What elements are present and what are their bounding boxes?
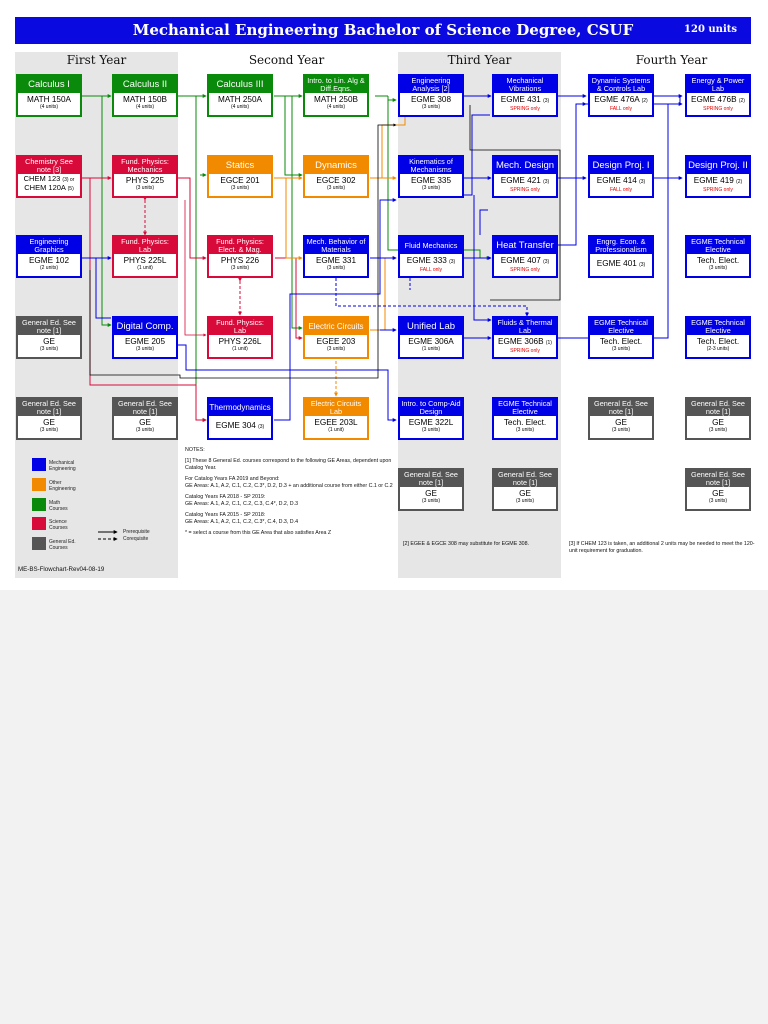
note-catalog-2015-areas: GE Areas: A.1, A.2, C.1, C.2, C.3*, C.4, D.3, D.4 [185, 519, 299, 525]
course-code: GE [139, 418, 151, 427]
notes-block [185, 447, 393, 537]
note-catalog-2015-heading: Catalog Years FA 2015 - SP 2018: [185, 512, 266, 518]
year-heading-2: Second Year [248, 53, 325, 67]
course-code: EGME 331 [315, 256, 357, 265]
course-title: Fund. Physics: Elect. & Mag. [209, 237, 271, 254]
course-title: Kinematics of Mechanisms [400, 157, 462, 174]
course-code: EGEE 203 [316, 337, 356, 346]
course-code: MATH 250B [314, 95, 358, 104]
course-code: MATH 150B [123, 95, 167, 104]
course-term-note: FALL only [609, 106, 633, 112]
course-code: PHYS 226L [218, 337, 262, 346]
course-units: (3 units) [39, 346, 59, 352]
course-code: EGME 407 (3) [500, 256, 550, 265]
course-units: (4 units) [326, 104, 346, 110]
course-electric-circuits-lab[interactable] [303, 397, 369, 440]
course-units: (3 units) [515, 427, 535, 433]
course-code: EGME 476A (2) [594, 95, 648, 104]
course-title: Heat Transfer [494, 237, 556, 254]
course-calculus-1[interactable] [16, 74, 82, 117]
course-title: Intro. to Comp-Aid Design [401, 399, 461, 416]
course-engineering-analysis[interactable] [398, 74, 464, 117]
course-code: EGME 102 [28, 256, 70, 265]
course-code: EGME 333 (3) [406, 256, 456, 265]
course-code: EGME 308 [410, 95, 452, 104]
course-general-ed-3[interactable] [112, 397, 178, 440]
course-code: EGME 419 (2) [693, 176, 743, 185]
note-catalog-2019-areas: GE Areas: A.1, A.2, C.1, C.2, C.3*, D.2, D.3 + an additional course from either C.1 or C.2 [185, 483, 393, 489]
course-code: EGME 401 (3) [596, 259, 646, 268]
course-code: GE [425, 489, 437, 498]
course-general-ed-8[interactable] [685, 468, 751, 511]
revision-footer: ME-BS-Flowchart-Rev04-08-19 [18, 566, 105, 573]
course-units: (3 units) [708, 498, 728, 504]
course-code: EGME 205 [124, 337, 166, 346]
course-heat-transfer[interactable] [492, 235, 558, 278]
course-title: General Ed. See note [1] [400, 470, 462, 487]
course-title: General Ed. See note [1] [114, 399, 176, 416]
course-units: (3 units) [421, 498, 441, 504]
course-code: Tech. Elect. [599, 337, 643, 346]
course-units: (3 units) [39, 427, 59, 433]
course-tech-elective-4[interactable] [492, 397, 558, 440]
course-units: (3 units) [230, 265, 250, 271]
course-code: EGCE 302 [316, 176, 356, 185]
course-design-project-2[interactable] [685, 155, 751, 198]
course-units: (2 units) [39, 265, 59, 271]
course-physics-lab-225l[interactable] [112, 235, 178, 278]
course-fluids-thermal-lab[interactable] [492, 316, 558, 359]
course-code: EGME 306B (1) [498, 337, 552, 346]
course-title: Fluid Mechanics [400, 237, 462, 254]
course-statics[interactable] [207, 155, 273, 198]
course-code-option-1: CHEM 123 (3) or [23, 174, 75, 183]
course-mech-design[interactable] [492, 155, 558, 198]
course-title: Mech. Design [494, 157, 556, 174]
course-tech-elective-2[interactable] [588, 316, 654, 359]
year-heading-4: Fourth Year [635, 53, 708, 67]
course-engineering-economics[interactable] [588, 235, 654, 278]
course-title: Statics [209, 157, 271, 174]
legend-swatch-other [32, 478, 46, 491]
course-general-ed-7[interactable] [492, 468, 558, 511]
course-code: EGME 476B (2) [691, 95, 745, 104]
note-3: [3] If CHEM 123 is taken, an additional 2 units may be needed to meet the 120-unit requirement for graduation. [569, 541, 755, 554]
course-units: (3 units) [421, 104, 441, 110]
course-physics-elect-mag[interactable] [207, 235, 273, 278]
course-code: Tech. Elect. [696, 256, 740, 265]
course-chemistry[interactable] [16, 155, 82, 198]
course-unified-lab[interactable] [398, 316, 464, 359]
course-thermodynamics[interactable] [207, 397, 273, 440]
course-title: Fluids & Thermal Lab [494, 318, 556, 335]
course-term-note: SPRING only [510, 106, 540, 112]
legend-prerequisite: Prerequisite [123, 529, 150, 535]
course-electric-circuits[interactable] [303, 316, 369, 359]
course-code: GE [615, 418, 627, 427]
course-energy-power-lab[interactable] [685, 74, 751, 117]
course-mech-behavior-materials[interactable] [303, 235, 369, 278]
note-catalog-2019-heading: For Catalog Years FA 2019 and Beyond: [185, 476, 280, 482]
course-title: General Ed. See note [1] [494, 470, 556, 487]
course-units: (3 units) [421, 185, 441, 191]
course-title: Calculus III [209, 76, 271, 93]
legend-label-other: Other Engineering [49, 480, 76, 492]
course-units: (3 units) [135, 346, 155, 352]
legend-arrow-samples [97, 528, 121, 544]
course-title: Engrg. Econ. & Professionalism [590, 237, 652, 254]
course-code: EGME 414 (3) [596, 176, 646, 185]
course-title: Unified Lab [400, 318, 462, 335]
course-code: MATH 250A [218, 95, 262, 104]
course-units: (1 unit) [328, 427, 344, 433]
course-term-note: FALL only [419, 267, 443, 273]
year-heading-3: Third Year [447, 53, 512, 67]
course-term-note: SPRING only [510, 348, 540, 354]
page-title: Mechanical Engineering Bachelor of Science Degree, CSUF [132, 21, 634, 39]
course-title: Engineering Analysis [2] [400, 76, 462, 93]
course-code: EGME 322L [408, 418, 454, 427]
course-title: Engineering Graphics [18, 237, 80, 254]
course-units: (1 units) [421, 346, 441, 352]
course-code: EGME 306A [408, 337, 454, 346]
note-1: [1] These 8 General Ed. courses correspond to the following GE Areas, dependent upon Catalog Year. [185, 458, 392, 471]
course-physics-mechanics[interactable] [112, 155, 178, 198]
course-code: EGME 335 [410, 176, 452, 185]
course-code: Tech. Elect. [503, 418, 547, 427]
course-title: Chemistry See note [3] [18, 157, 80, 174]
course-title: General Ed. See note [1] [687, 470, 749, 487]
course-code: EGME 431 (3) [500, 95, 550, 104]
course-title: Electric Circuits Lab [305, 399, 367, 416]
course-title: EGME Technical Elective [590, 318, 652, 335]
course-code: EGME 304 (3) [215, 421, 265, 430]
course-tech-elective-1[interactable] [685, 235, 751, 278]
course-units: (3 units) [611, 346, 631, 352]
course-general-ed-1[interactable] [16, 316, 82, 359]
course-title: Calculus I [18, 76, 80, 93]
course-title: General Ed. See note [1] [687, 399, 749, 416]
course-code: MATH 150A [27, 95, 71, 104]
course-title: Dynamics [305, 157, 367, 174]
course-code: PHYS 225L [123, 256, 167, 265]
legend-label-math: Math Courses [49, 500, 68, 512]
course-title: Design Proj. II [687, 157, 749, 174]
course-code: EGEE 203L [314, 418, 358, 427]
notes-heading: NOTES: [185, 447, 205, 453]
course-title: Digital Comp. [114, 318, 176, 335]
course-title: EGME Technical Elective [687, 237, 749, 254]
course-title: Energy & Power Lab [687, 76, 749, 93]
course-code: Tech. Elect. [696, 337, 740, 346]
course-units: (1 unit) [232, 346, 248, 352]
course-units: (4 units) [230, 104, 250, 110]
note-catalog-2018-areas: GE Areas: A.1, A.2, C.1, C.2, C.3, C.4*, D.2, D.3 [185, 501, 299, 507]
course-engineering-graphics[interactable] [16, 235, 82, 278]
course-title: General Ed. See note [1] [18, 318, 80, 335]
course-units: (3 units) [135, 185, 155, 191]
course-general-ed-2[interactable] [16, 397, 82, 440]
course-units: (3 units) [515, 498, 535, 504]
course-digital-computation[interactable] [112, 316, 178, 359]
course-general-ed-6[interactable] [398, 468, 464, 511]
course-title: Mechanical Vibrations [494, 76, 556, 93]
legend-label-science: Science Courses [49, 519, 68, 531]
course-calculus-2[interactable] [112, 74, 178, 117]
note-catalog-2018-heading: Catalog Years FA 2018 - SP 2019: [185, 494, 266, 500]
course-fluid-mechanics[interactable] [398, 235, 464, 278]
course-physics-lab-226l[interactable] [207, 316, 273, 359]
course-general-ed-4[interactable] [588, 397, 654, 440]
course-title: General Ed. See note [1] [18, 399, 80, 416]
course-code-option-2: CHEM 120A (5) [24, 183, 74, 192]
course-code: GE [519, 489, 531, 498]
course-title: General Ed. See note [1] [590, 399, 652, 416]
course-units: (3 units) [421, 427, 441, 433]
course-units: (3 units) [135, 427, 155, 433]
course-title: Fund. Physics: Mechanics [114, 157, 176, 174]
course-code: PHYS 226 [220, 256, 260, 265]
course-linear-algebra[interactable] [303, 74, 369, 117]
course-code: EGME 421 (3) [500, 176, 550, 185]
course-units: (4 units) [135, 104, 155, 110]
note-star: * = select a course from this GE Area that also satisfies Area Z [185, 530, 332, 536]
legend-label-mechanical: Mechanical Engineering [49, 460, 76, 472]
legend-label-general-ed: General Ed. Courses [49, 539, 76, 551]
course-title: EGME Technical Elective [687, 318, 749, 335]
course-design-project-1[interactable] [588, 155, 654, 198]
course-title: Thermodynamics [209, 399, 271, 416]
course-title: Electric Circuits [305, 318, 367, 335]
course-title: Dynamic Systems & Controls Lab [591, 76, 651, 93]
course-code: GE [43, 337, 55, 346]
course-term-note: SPRING only [510, 267, 540, 273]
year-heading-1: First Year [66, 53, 127, 67]
course-units: (3 units) [611, 427, 631, 433]
course-code: GE [712, 489, 724, 498]
course-units: (1 unit) [137, 265, 153, 271]
course-code: EGCE 201 [220, 176, 260, 185]
course-title: Fund. Physics: Lab [114, 237, 176, 254]
course-code: GE [712, 418, 724, 427]
course-code: GE [43, 418, 55, 427]
course-units: (3 units) [230, 185, 250, 191]
course-units: (4 units) [39, 104, 59, 110]
legend-swatch-math [32, 498, 46, 511]
legend-swatch-general-ed [32, 537, 46, 550]
course-calculus-3[interactable] [207, 74, 273, 117]
legend-swatch-mechanical [32, 458, 46, 471]
course-title: Intro. to Lin. Alg & Diff.Eqns. [305, 76, 367, 93]
course-units: (3 units) [326, 265, 346, 271]
course-dynamic-systems-lab[interactable] [588, 74, 654, 117]
course-units: (3 units) [708, 427, 728, 433]
course-term-note: FALL only [609, 187, 633, 193]
course-units: (2-3 units) [706, 346, 730, 352]
course-title: Mech. Behavior of Materials [306, 237, 366, 254]
course-term-note: SPRING only [510, 187, 540, 193]
course-code: PHYS 225 [125, 176, 165, 185]
course-units: (3 units) [326, 185, 346, 191]
course-term-note: SPRING only [703, 187, 733, 193]
course-title: Calculus II [114, 76, 176, 93]
course-title: Fund. Physics: Lab [209, 318, 271, 335]
course-kinematics[interactable] [398, 155, 464, 198]
course-title: EGME Technical Elective [494, 399, 556, 416]
course-dynamics[interactable] [303, 155, 369, 198]
course-title: Design Proj. I [590, 157, 652, 174]
course-computer-aided-design[interactable] [398, 397, 464, 440]
course-mechanical-vibrations[interactable] [492, 74, 558, 117]
legend-swatch-science [32, 517, 46, 530]
course-units: (3 units) [326, 346, 346, 352]
course-units: (3 units) [708, 265, 728, 271]
course-tech-elective-3[interactable] [685, 316, 751, 359]
course-term-note: SPRING only [703, 106, 733, 112]
legend-corequisite: Corequisite [123, 536, 149, 542]
course-general-ed-5[interactable] [685, 397, 751, 440]
note-2: [2] EGEE & EGCE 308 may substitute for EGME 308. [403, 541, 530, 547]
total-units: 120 units [684, 24, 737, 35]
